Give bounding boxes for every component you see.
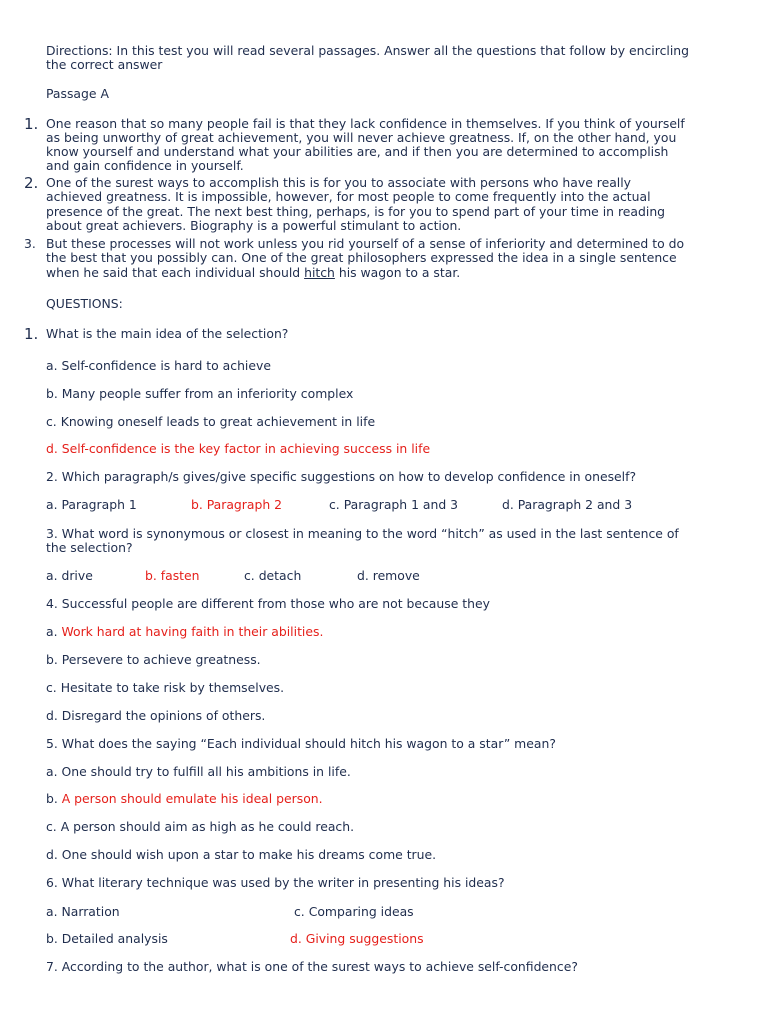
paragraph-2-line: about great achievers. Biography is a powerful stimulant to action.	[46, 218, 462, 233]
question-7-text: 7. According to the author, what is one of the surest ways to achieve self-confidence?	[46, 959, 578, 974]
paragraph-2-number: 2.	[24, 174, 39, 192]
question-6-text: 6. What literary technique was used by the writer in presenting his ideas?	[46, 875, 505, 890]
passage-title: Passage A	[46, 86, 109, 101]
question-5-text: 5. What does the saying “Each individual should hitch his wagon to a star” mean?	[46, 736, 556, 751]
paragraph-2-line: presence of the great. The next best thing, perhaps, is for you to spend part of your time in reading	[46, 204, 666, 219]
questions-heading: QUESTIONS:	[46, 296, 123, 311]
question-3-option-a: a. drive	[46, 568, 93, 583]
question-2-option-b-answer: b. Paragraph 2	[191, 497, 283, 512]
paragraph-2-line: One of the surest ways to accomplish this is for you to associate with persons who have really	[46, 175, 632, 190]
question-5-option-c: c. A person should aim as high as he could reach.	[46, 819, 355, 834]
question-5-option-a: a. One should try to fulfill all his ambitions in life.	[46, 764, 351, 779]
question-5-option-b-answer: A person should emulate his ideal person.	[61, 791, 323, 806]
question-2-option-a: a. Paragraph 1	[46, 497, 137, 512]
question-4-text: 4. Successful people are different from those who are not because they	[46, 596, 490, 611]
question-1-text: What is the main idea of the selection?	[46, 326, 289, 341]
question-2-text: 2. Which paragraph/s gives/give specific suggestions on how to develop confidence in oneself?	[46, 469, 637, 484]
question-1-option-b: b. Many people suffer from an inferiority complex	[46, 386, 354, 401]
question-3-option-c: c. detach	[244, 568, 302, 583]
paragraph-3-number: 3.	[24, 236, 36, 251]
question-6-option-b: b. Detailed analysis	[46, 931, 168, 946]
underlined-word-hitch: hitch	[304, 265, 335, 280]
directions-line-1: Directions: In this test you will read several passages. Answer all the questions that follow by encircling	[46, 43, 689, 58]
directions-line-2: the correct answer	[46, 57, 163, 72]
paragraph-3-last-line	[46, 266, 460, 280]
paragraph-1-number: 1.	[24, 115, 39, 133]
paragraph-3-line: the best that you possibly can. One of the great philosophers expressed the idea in a single sentence	[46, 250, 677, 265]
question-5-option-b	[46, 792, 323, 806]
paragraph-1-line: as being unworthy of great achievement, you will never achieve greatness. If, on the other hand, you	[46, 130, 677, 145]
question-4-option-b: b. Persevere to achieve greatness.	[46, 652, 261, 667]
paragraph-1-line: know yourself and understand what your abilities are, and if then you are determined to accomplish	[46, 144, 669, 159]
paragraph-3-line: But these processes will not work unless you rid yourself of a sense of inferiority and determined to do	[46, 236, 685, 251]
option-letter: a.	[46, 624, 62, 639]
paragraph-1-line: One reason that so many people fail is that they lack confidence in themselves. If you think of yourself	[46, 116, 685, 131]
question-4-option-a-answer: Work hard at having faith in their abilities.	[61, 624, 324, 639]
question-3-option-b-answer: b. fasten	[145, 568, 200, 583]
question-2-option-c: c. Paragraph 1 and 3	[329, 497, 459, 512]
question-4-option-a	[46, 625, 323, 639]
question-1-option-c: c. Knowing oneself leads to great achievement in life	[46, 414, 376, 429]
question-6-option-c: c. Comparing ideas	[294, 904, 414, 919]
paragraph-1-line: and gain confidence in yourself.	[46, 158, 244, 173]
question-2-option-d: d. Paragraph 2 and 3	[502, 497, 633, 512]
paragraph-2-line: achieved greatness. It is impossible, however, for most people to come frequently into the actual	[46, 189, 651, 204]
paragraph-3-text: when he said that each individual should	[46, 265, 305, 280]
question-4-option-c: c. Hesitate to take risk by themselves.	[46, 680, 285, 695]
question-6-option-d-answer: d. Giving suggestions	[290, 931, 424, 946]
question-5-option-d: d. One should wish upon a star to make his dreams come true.	[46, 847, 437, 862]
paragraph-3-text: his wagon to a star.	[334, 265, 461, 280]
question-1-option-d-answer: d. Self-confidence is the key factor in achieving success in life	[46, 441, 431, 456]
question-4-option-d: d. Disregard the opinions of others.	[46, 708, 266, 723]
question-3-text: 3. What word is synonymous or closest in meaning to the word “hitch” as used in the last sentence of	[46, 526, 679, 541]
question-1-number: 1.	[24, 325, 39, 343]
question-1-option-a: a. Self-confidence is hard to achieve	[46, 358, 271, 373]
question-6-option-a: a. Narration	[46, 904, 120, 919]
option-letter: b.	[46, 791, 62, 806]
question-3-option-d: d. remove	[357, 568, 420, 583]
question-3-text: the selection?	[46, 540, 133, 555]
